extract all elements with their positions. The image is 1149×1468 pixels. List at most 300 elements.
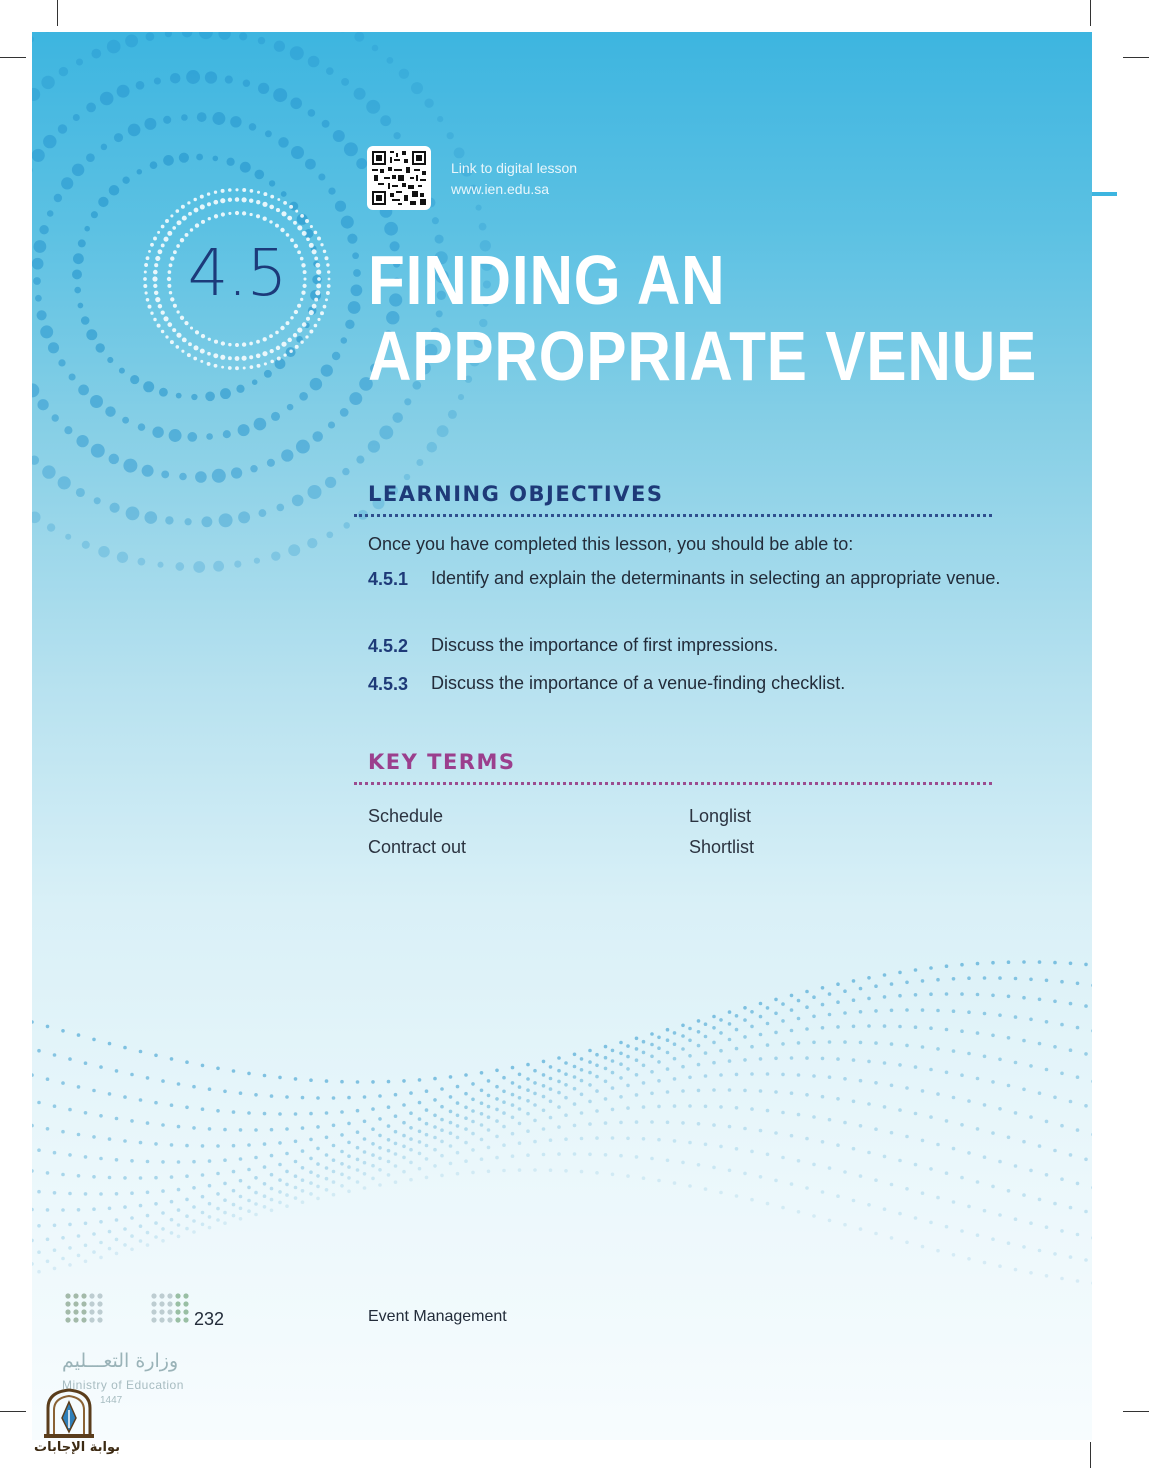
decorative-dot — [347, 1154, 351, 1158]
crop-mark — [1123, 1411, 1149, 1412]
decorative-dot — [480, 1071, 484, 1075]
decorative-dot — [657, 1138, 661, 1142]
decorative-dot — [130, 1159, 134, 1163]
decorative-dot — [294, 1160, 298, 1164]
decorative-dot — [109, 185, 120, 196]
decorative-dot — [167, 1317, 172, 1322]
decorative-dot — [409, 1091, 413, 1095]
key-term: Shortlist — [689, 837, 755, 857]
decorative-dot — [611, 1108, 615, 1112]
decorative-dot — [99, 1157, 103, 1161]
decorative-dot — [905, 1241, 909, 1245]
decorative-dot — [688, 1039, 692, 1043]
decorative-dot — [518, 1141, 522, 1145]
decorative-dot — [1053, 1045, 1057, 1049]
decorative-dot — [372, 45, 379, 52]
link-label: Link to digital lesson — [451, 160, 578, 176]
decorative-dot — [108, 1176, 112, 1180]
decorative-dot — [108, 1092, 112, 1096]
decorative-dot — [1076, 1075, 1080, 1079]
decorative-dot — [81, 316, 90, 325]
decorative-dot — [952, 1096, 956, 1100]
decorative-dot — [1076, 1233, 1080, 1237]
decorative-dot — [239, 1091, 243, 1095]
decorative-dot — [409, 1137, 413, 1141]
decorative-dot — [790, 1091, 794, 1095]
decorative-dot — [235, 343, 239, 347]
decorative-dot — [270, 1154, 274, 1158]
decorative-dot — [332, 1158, 336, 1162]
decorative-dot — [256, 200, 260, 204]
decorative-dot — [351, 284, 363, 296]
link-url[interactable]: www.ien.edu.sa — [451, 181, 550, 197]
decorative-dot — [688, 1184, 692, 1188]
decorative-dot — [921, 1191, 925, 1195]
decorative-dot — [432, 217, 439, 224]
decorative-dot — [37, 1190, 41, 1194]
decorative-dot — [890, 1084, 894, 1088]
decorative-dot — [309, 1112, 313, 1116]
decorative-dot — [32, 1208, 34, 1212]
decorative-dot — [728, 1059, 732, 1063]
decorative-dot — [300, 340, 303, 343]
decorative-dot — [898, 994, 902, 998]
crop-mark — [0, 57, 26, 58]
decorative-dot — [254, 1156, 258, 1160]
decorative-dot — [108, 1207, 112, 1211]
decorative-dot — [78, 385, 89, 396]
decorative-dot — [114, 133, 123, 142]
decorative-dot — [557, 1080, 561, 1084]
decorative-dot — [37, 1270, 41, 1274]
decorative-dot — [101, 144, 108, 151]
decorative-dot — [456, 1101, 460, 1105]
decorative-dot — [1084, 1158, 1088, 1162]
decorative-dot — [983, 1209, 987, 1213]
decorative-dot — [184, 321, 188, 325]
decorative-dot — [983, 976, 987, 980]
decorative-dot — [852, 1147, 856, 1151]
decorative-dot — [68, 1108, 72, 1112]
decorative-dot — [619, 1062, 623, 1066]
decorative-dot — [179, 473, 187, 481]
decorative-dot — [518, 1085, 522, 1089]
decorative-dot — [404, 474, 410, 480]
decorative-dot — [743, 1172, 747, 1176]
decorative-dot — [447, 132, 454, 139]
decorative-dot — [170, 73, 181, 84]
decorative-dot — [1091, 1281, 1092, 1285]
decorative-dot — [356, 158, 367, 169]
decorative-dot — [797, 1210, 801, 1214]
decorative-dot — [743, 1006, 747, 1010]
decorative-dot — [371, 1153, 375, 1157]
decorative-dot — [728, 1125, 732, 1129]
decorative-dot — [905, 1086, 909, 1090]
decorative-dot — [759, 1089, 763, 1093]
decorative-dot — [332, 1096, 336, 1100]
decorative-dot — [68, 1192, 72, 1196]
objective-text: Discuss the importance of first impressions. — [431, 635, 779, 655]
decorative-dot — [960, 1029, 964, 1033]
decorative-dot — [107, 40, 121, 54]
decorative-dot — [46, 1025, 50, 1029]
decorative-dot — [1076, 1182, 1080, 1186]
decorative-dot — [242, 188, 246, 192]
decorative-dot — [626, 1067, 630, 1071]
decorative-dot — [98, 197, 108, 207]
decorative-dot — [154, 77, 161, 84]
decorative-dot — [110, 503, 120, 513]
decorative-dot — [76, 488, 85, 497]
decorative-dot — [890, 1042, 894, 1046]
decorative-dot — [867, 1102, 871, 1106]
decorative-dot — [384, 222, 398, 236]
decorative-dot — [58, 359, 65, 366]
decorative-dot — [812, 1015, 816, 1019]
decorative-dot — [170, 1200, 174, 1204]
decorative-dot — [208, 1215, 212, 1219]
decorative-dot — [142, 465, 154, 477]
decorative-dot — [588, 1049, 592, 1053]
decorative-dot — [874, 1232, 878, 1236]
decorative-dot — [712, 1123, 716, 1127]
decorative-dot — [821, 1057, 825, 1061]
decorative-dot — [495, 1085, 499, 1089]
decorative-dot — [418, 1152, 422, 1156]
decorative-dot — [952, 1200, 956, 1204]
decorative-dot — [387, 57, 394, 64]
decorative-dot — [308, 485, 322, 499]
decorative-dot — [626, 1055, 630, 1059]
decorative-dot — [332, 1144, 336, 1148]
decorative-dot — [611, 1059, 615, 1063]
decorative-dot — [852, 998, 856, 1002]
decorative-dot — [433, 1164, 437, 1168]
decorative-dot — [619, 1095, 623, 1099]
decorative-dot — [588, 1100, 592, 1104]
decorative-dot — [270, 360, 274, 364]
decorative-dot — [177, 1208, 181, 1212]
decorative-dot — [1091, 1236, 1092, 1240]
decorative-dot — [905, 981, 909, 985]
decorative-dot — [1022, 960, 1026, 964]
decorative-dot — [1022, 1193, 1026, 1197]
digital-lesson-link[interactable] — [451, 158, 577, 200]
decorative-dot — [471, 1132, 475, 1136]
decorative-dot — [317, 318, 320, 321]
decorative-dot — [1053, 1252, 1057, 1256]
decorative-dot — [138, 558, 146, 566]
decorative-dot — [588, 1060, 592, 1064]
decorative-dot — [418, 1117, 422, 1121]
decorative-dot — [1045, 1020, 1049, 1024]
decorative-dot — [200, 349, 205, 354]
decorative-dot — [325, 1188, 329, 1192]
decorative-dot — [84, 1061, 88, 1065]
decorative-dot — [1038, 960, 1042, 964]
decorative-dot — [464, 1116, 468, 1120]
decorative-dot — [99, 1241, 103, 1245]
decorative-dot — [176, 333, 181, 338]
decorative-dot — [759, 1033, 763, 1037]
decorative-dot — [790, 1056, 794, 1060]
decorative-dot — [32, 88, 40, 101]
decorative-dot — [394, 1093, 398, 1097]
decorative-dot — [991, 1185, 995, 1189]
decorative-dot — [37, 1101, 41, 1105]
decorative-dot — [812, 1074, 816, 1078]
decorative-dot — [213, 200, 218, 205]
decorative-dot — [276, 346, 280, 350]
decorative-dot — [53, 1191, 57, 1195]
decorative-dot — [542, 1084, 546, 1088]
decorative-dot — [353, 269, 361, 277]
decorative-dot — [998, 976, 1002, 980]
decorative-dot — [287, 338, 291, 342]
decorative-dot — [144, 118, 156, 130]
decorative-dot — [262, 202, 267, 207]
decorative-dot — [1060, 1277, 1064, 1281]
decorative-dot — [65, 1309, 70, 1314]
decorative-dot — [533, 1069, 537, 1073]
decorative-dot — [371, 1142, 375, 1146]
decorative-dot — [611, 1173, 615, 1177]
decorative-dot — [371, 1107, 375, 1111]
decorative-dot — [588, 1071, 592, 1075]
decorative-dot — [252, 379, 258, 385]
decorative-dot — [976, 1180, 980, 1184]
decorative-dot — [604, 1045, 608, 1049]
decorative-dot — [1084, 1004, 1088, 1008]
decorative-dot — [232, 1110, 236, 1114]
decorative-dot — [774, 1179, 778, 1183]
decorative-dot — [239, 1217, 243, 1221]
decorative-dot — [409, 1178, 413, 1182]
decorative-dot — [1076, 1026, 1080, 1030]
decorative-dot — [289, 349, 292, 352]
decorative-dot — [642, 1137, 646, 1141]
decorative-dot — [181, 205, 185, 209]
decorative-dot — [220, 388, 231, 399]
decorative-dot — [277, 504, 285, 512]
objective-text: Identify and explain the determinants in selecting an appropriate venue. — [431, 568, 1001, 588]
crop-mark — [1090, 1442, 1091, 1468]
decorative-dot — [295, 345, 299, 349]
decorative-dot — [307, 538, 317, 548]
decorative-dot — [68, 1057, 72, 1061]
decorative-dot — [314, 231, 318, 235]
decorative-dot — [712, 1026, 716, 1030]
decorative-dot — [185, 1198, 189, 1202]
decorative-dot — [258, 509, 266, 517]
decorative-dot — [929, 966, 933, 970]
decorative-dot — [402, 1170, 406, 1174]
decorative-dot — [205, 391, 215, 401]
decorative-dot — [735, 1047, 739, 1051]
decorative-dot — [728, 1010, 732, 1014]
decorative-dot — [201, 220, 205, 224]
decorative-dot — [64, 426, 72, 434]
decorative-dot — [344, 142, 358, 156]
decorative-dot — [170, 1103, 174, 1107]
decorative-dot — [673, 1031, 677, 1035]
decorative-dot — [294, 1077, 298, 1081]
decorative-dot — [580, 1057, 584, 1061]
decorative-dot — [139, 1224, 143, 1228]
decorative-dot — [170, 1218, 174, 1222]
decorative-dot — [107, 357, 113, 363]
decorative-dot — [1038, 1091, 1042, 1095]
decorative-dot — [448, 410, 457, 419]
decorative-dot — [201, 1064, 205, 1068]
qr-code[interactable] — [367, 146, 431, 210]
decorative-dot — [890, 982, 894, 986]
decorative-dot — [456, 1124, 460, 1128]
decorative-dot — [1045, 1068, 1049, 1072]
decorative-dot — [223, 1128, 227, 1132]
decorative-dot — [167, 1309, 172, 1314]
decorative-dot — [518, 1096, 522, 1100]
objective-number: 4.5.2 — [368, 636, 409, 656]
decorative-dot — [719, 1105, 723, 1109]
decorative-dot — [945, 1171, 949, 1175]
decorative-dot — [280, 326, 284, 330]
decorative-dot — [184, 518, 191, 525]
decorative-dot — [182, 337, 187, 342]
decorative-dot — [1076, 1128, 1080, 1132]
decorative-dot — [394, 1164, 398, 1168]
decorative-dot — [278, 1201, 282, 1205]
decorative-dot — [859, 1174, 863, 1178]
decorative-dot — [92, 1250, 96, 1254]
decorative-dot — [68, 1246, 72, 1250]
decorative-dot — [53, 1053, 57, 1057]
decorative-dot — [363, 1137, 367, 1141]
decorative-dot — [402, 1103, 406, 1107]
decorative-dot — [81, 1293, 86, 1298]
decorative-dot — [983, 1055, 987, 1059]
decorative-dot — [165, 219, 169, 223]
decorative-dot — [487, 1105, 491, 1109]
decorative-dot — [275, 224, 279, 228]
decorative-dot — [61, 1173, 65, 1177]
decorative-dot — [704, 1187, 708, 1191]
decorative-dot — [681, 1161, 685, 1165]
decorative-dot — [286, 321, 290, 325]
decorative-dot — [332, 1180, 336, 1184]
decorative-dot — [387, 1160, 391, 1164]
decorative-dot — [32, 36, 34, 42]
decorative-dot — [750, 1045, 754, 1049]
decorative-dot — [32, 511, 41, 523]
decorative-dot — [247, 1111, 251, 1115]
decorative-dot — [223, 1090, 227, 1094]
decorative-dot — [342, 468, 349, 475]
decorative-dot — [611, 1136, 615, 1140]
decorative-dot — [921, 1008, 925, 1012]
decorative-dot — [890, 1009, 894, 1013]
decorative-dot — [84, 1111, 88, 1115]
decorative-dot — [449, 1075, 453, 1079]
decorative-dot — [967, 976, 971, 980]
decorative-dot — [642, 1040, 646, 1044]
decorative-dot — [122, 417, 129, 424]
decorative-dot — [673, 1077, 677, 1081]
decorative-dot — [201, 1195, 205, 1199]
decorative-dot — [1045, 1173, 1049, 1177]
decorative-dot — [1091, 984, 1092, 988]
decorative-dot — [363, 1186, 367, 1190]
decorative-dot — [487, 1128, 491, 1132]
decorative-dot — [936, 1196, 940, 1200]
decorative-dot — [433, 1098, 437, 1102]
decorative-dot — [573, 1065, 577, 1069]
decorative-dot — [418, 1078, 422, 1082]
decorative-dot — [340, 1133, 344, 1137]
decorative-dot — [983, 1261, 987, 1265]
decorative-dot — [291, 146, 304, 159]
decorative-dot — [952, 1147, 956, 1151]
decorative-dot — [296, 440, 310, 454]
decorative-dot — [200, 195, 204, 199]
decorative-dot — [697, 1089, 701, 1093]
decorative-dot — [163, 116, 171, 124]
decorative-dot — [619, 1154, 623, 1158]
decorative-dot — [666, 1121, 670, 1125]
decorative-dot — [409, 1148, 413, 1152]
decorative-dot — [604, 1056, 608, 1060]
decorative-dot — [387, 1124, 391, 1128]
decorative-dot — [921, 1045, 925, 1049]
decorative-dot — [449, 1121, 453, 1125]
decorative-dot — [228, 343, 231, 346]
decorative-dot — [480, 1101, 484, 1105]
decorative-dot — [32, 166, 33, 175]
decorative-dot — [183, 1317, 188, 1322]
decorative-dot — [61, 177, 73, 189]
decorative-dot — [208, 1184, 212, 1188]
decorative-dot — [308, 109, 316, 117]
decorative-dot — [46, 1077, 50, 1081]
decorative-dot — [61, 1029, 65, 1033]
decorative-dot — [219, 513, 233, 527]
decorative-dot — [316, 1174, 320, 1178]
decorative-dot — [921, 979, 925, 983]
decorative-dot — [719, 1073, 723, 1077]
decorative-dot — [250, 465, 257, 472]
decorative-dot — [666, 1067, 670, 1071]
decorative-dot — [228, 188, 232, 192]
decorative-dot — [502, 1125, 506, 1129]
lesson-number-badge — [137, 184, 337, 374]
decorative-dot — [216, 1109, 220, 1113]
decorative-dot — [340, 1080, 344, 1084]
decorative-dot — [326, 67, 334, 75]
decorative-dot — [657, 1036, 661, 1040]
title-line-1: FINDING AN — [368, 241, 726, 319]
decorative-dot — [898, 1108, 902, 1112]
decorative-dot — [301, 1096, 305, 1100]
decorative-dot — [650, 1070, 654, 1074]
decorative-dot — [967, 1099, 971, 1103]
decorative-dot — [74, 287, 81, 294]
decorative-dot — [526, 1099, 530, 1103]
decorative-dot — [46, 1208, 50, 1212]
decorative-dot — [123, 1205, 127, 1209]
decorative-dot — [137, 169, 143, 175]
decorative-dot — [781, 1019, 785, 1023]
